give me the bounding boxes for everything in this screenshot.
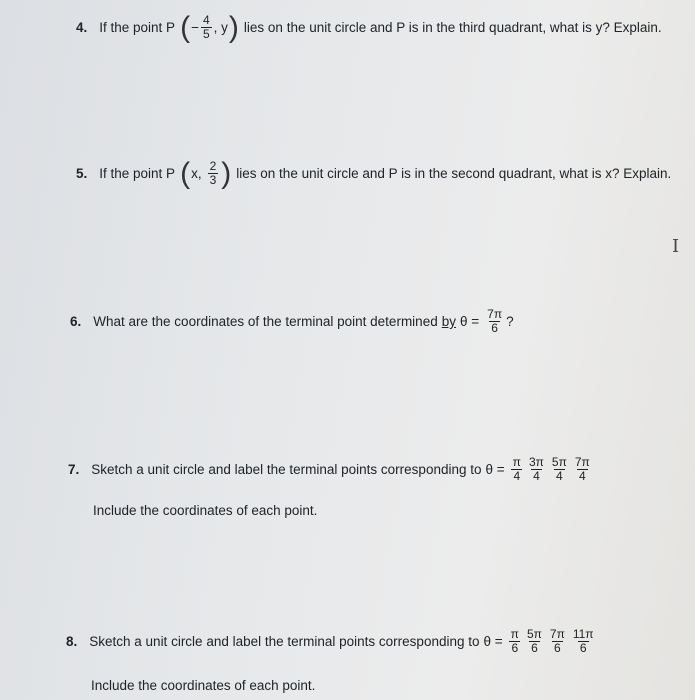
- coordinate-x: x,: [191, 166, 202, 181]
- fraction-numerator: 7π: [549, 627, 565, 641]
- fraction-numerator: 5π: [551, 455, 567, 469]
- question-text: Sketch a unit circle and label the terminal points corresponding to: [91, 462, 482, 477]
- question-mark: ?: [506, 314, 514, 329]
- fraction-numerator: 2: [209, 159, 217, 173]
- fraction: [573, 456, 592, 483]
- right-paren: ): [228, 10, 239, 44]
- left-paren: (: [180, 156, 191, 190]
- fraction: [527, 456, 546, 483]
- fraction: [208, 160, 219, 187]
- fraction-denominator: 6: [531, 641, 538, 655]
- fraction-numerator: π: [512, 455, 521, 469]
- question-7-subtext: Include the coordinates of each point.: [93, 503, 318, 518]
- fraction-numerator: 7π: [574, 455, 590, 469]
- fraction: [509, 628, 521, 655]
- fraction-numerator: π: [510, 627, 519, 641]
- question-4: [76, 10, 666, 44]
- coordinate-y: , y: [213, 20, 228, 35]
- question-text-by: by: [441, 314, 456, 329]
- fraction-denominator: 4: [533, 469, 540, 483]
- question-6: [70, 308, 514, 335]
- fraction-denominator: 4: [556, 469, 563, 483]
- theta-equals: θ =: [483, 634, 503, 649]
- fraction-denominator: 5: [202, 27, 210, 41]
- question-7: [68, 456, 594, 483]
- question-text: Sketch a unit circle and label the terminal points corresponding to: [89, 634, 480, 649]
- fraction-numerator: 4: [202, 13, 210, 27]
- left-paren: (: [180, 10, 191, 44]
- fraction-denominator: 6: [491, 321, 498, 335]
- question-8-subtext: Include the coordinates of each point.: [91, 678, 316, 693]
- question-number: 7.: [68, 462, 80, 477]
- fraction-denominator: 4: [513, 469, 521, 483]
- minus-sign: −: [191, 20, 199, 35]
- fraction: [571, 628, 596, 655]
- question-number: 4.: [76, 20, 88, 35]
- fraction-denominator: 4: [578, 469, 586, 483]
- fraction: [511, 456, 523, 483]
- fraction: [201, 14, 212, 41]
- fraction-denominator: 6: [579, 641, 587, 655]
- question-8: [66, 628, 598, 655]
- right-paren: ): [221, 156, 232, 190]
- fraction: [550, 456, 569, 483]
- text-cursor-icon: I: [672, 236, 680, 257]
- question-text: If the point P: [99, 20, 176, 35]
- question-text-continued: lies on the unit circle and P is in the second quadrant, what is x? Explain.: [236, 166, 672, 181]
- fraction: [548, 628, 567, 655]
- question-5: [76, 156, 675, 190]
- fraction-numerator: 7π: [487, 307, 503, 321]
- fraction: [525, 628, 544, 655]
- question-text: If the point P: [99, 166, 176, 181]
- question-number: 8.: [66, 634, 78, 649]
- question-text-continued: lies on the unit circle and P is in the third quadrant, what is y? Explain.: [243, 20, 662, 35]
- fraction: [485, 308, 504, 335]
- theta-equals: θ =: [485, 462, 505, 477]
- question-number: 6.: [70, 314, 82, 329]
- fraction-denominator: 6: [554, 641, 561, 655]
- fraction-numerator: 3π: [528, 455, 544, 469]
- question-text: What are the coordinates of the terminal point determined: [93, 314, 438, 329]
- theta-equals: θ =: [459, 314, 480, 329]
- fraction-numerator: 11π: [572, 627, 594, 641]
- fraction-denominator: 3: [209, 173, 217, 187]
- fraction-denominator: 6: [511, 641, 519, 655]
- fraction-numerator: 5π: [526, 627, 542, 641]
- question-number: 5.: [76, 166, 88, 181]
